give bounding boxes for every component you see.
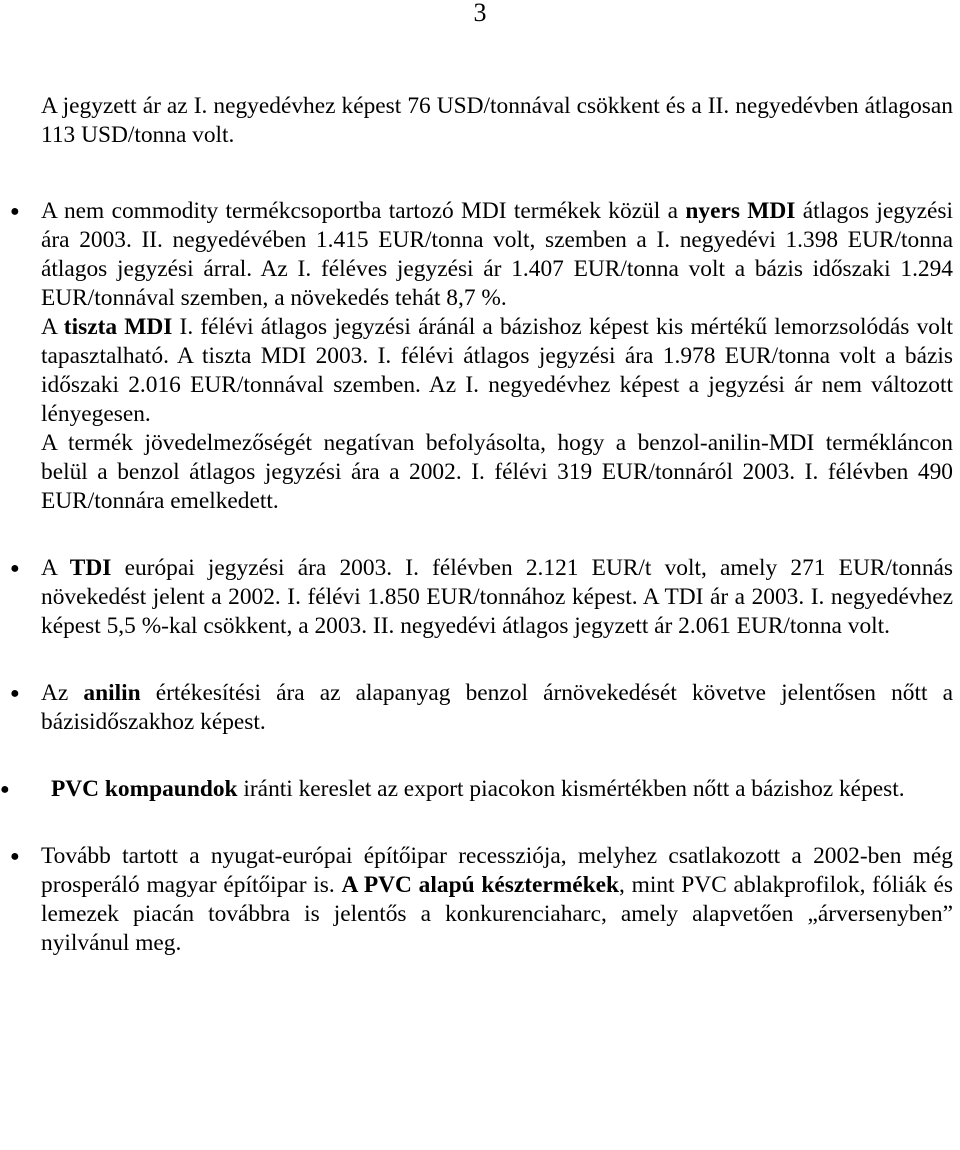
bullet-icon: ● [10, 203, 20, 220]
paragraph-5-text: A [41, 555, 70, 581]
bullet-icon: ● [10, 848, 20, 865]
paragraph-6 [10, 679, 953, 737]
paragraph-3 [41, 313, 953, 429]
paragraph-6-bold: anilin [83, 680, 141, 706]
paragraph-7-bold: PVC kompaundok [51, 776, 238, 802]
paragraph-7 [0, 775, 953, 804]
paragraph-2-text: A nem commodity termékcsoportba tartozó MDI termékek közül a [41, 198, 686, 224]
paragraph-3-bold: tiszta MDI [63, 314, 173, 340]
bullet-icon: ● [10, 685, 20, 702]
paragraph-8-bold: A PVC alapú késztermékek [341, 872, 620, 898]
paragraph-4 [41, 429, 953, 516]
paragraph-5-text: európai jegyzési ára 2003. I. félévben 2.121 EUR/t volt, amely 271 EUR/tonnás növekedést jelent a 2002. I. félévi 1.850 EUR/tonnához képest. A TDI ár a 2003. I. negyedévhez képest 5,5 %-kal csökkent, a 2003. II. negyedévi átlagos jegyzett ár 2.061 EUR/tonna volt. [41, 555, 954, 639]
paragraph-5 [10, 554, 954, 641]
paragraph-1 [41, 92, 953, 150]
paragraph-8-text: , mint PVC ablakprofilok, fóliák és lemezek piacán továbbra is jelentős a konkurenciaharc, amely alapvetően „árversenyben” nyilvánul meg. [41, 872, 953, 956]
paragraph-2-bold: nyers MDI [685, 198, 796, 224]
paragraph-5-bold: TDI [69, 555, 112, 581]
paragraph-3-text: I. félévi átlagos jegyzési áránál a bázishoz képest kis mértékű lemorzsolódás volt tapasztalható. A tiszta MDI 2003. I. félévi átlagos jegyzési ára 1.978 EUR/tonna volt a bázis időszaki 2.016 EUR/tonnával szemben. Az I. negyedévhez képest a jegyzési ár nem változott lényegesen. [41, 314, 953, 427]
paragraph-1-text: A jegyzett ár az I. negyedévhez képest 76 USD/tonnával csökkent és a II. negyedévben átlagosan 113 USD/tonna volt. [41, 93, 953, 148]
paragraph-3-text: A [41, 314, 64, 340]
paragraph-8-text: Tovább tartott a nyugat-európai építőipar recessziója, melyhez csatlakozott a 2002-ben még prosperáló magyar építőipar is. [41, 843, 953, 898]
page-number: 3 [473, 0, 487, 27]
paragraph-4-text: A termék jövedelmezőségét negatívan befolyásolta, hogy a benzol-anilin-MDI termékláncon belül a benzol átlagos jegyzési ára a 2002. I. félévi 319 EUR/tonnáról 2003. I. félévben 490 EUR/tonnára emelkedett. [41, 430, 953, 514]
paragraph-2-text: átlagos jegyzési ára 2003. II. negyedévében 1.415 EUR/tonna volt, szemben a I. negyedévi 1.398 EUR/tonna átlagos jegyzési árral. Az I. féléves jegyzési ár 1.407 EUR/tonna volt a bázis időszaki 1.294 EUR/tonnával szemben, a növekedés tehát 8,7 %. [41, 198, 953, 311]
paragraph-8 [10, 842, 953, 958]
paragraph-2 [10, 197, 953, 313]
paragraph-6-text: Az [41, 680, 84, 706]
bullet-icon: ● [0, 781, 10, 798]
document-body [0, 92, 954, 958]
paragraph-7-text: iránti kereslet az export piacokon kismértékben nőtt a bázishoz képest. [237, 776, 905, 802]
bullet-icon: ● [10, 560, 20, 577]
paragraph-6-text: értékesítési ára az alapanyag benzol árnövekedését követve jelentősen nőtt a bázisidőszakhoz képest. [41, 680, 953, 735]
